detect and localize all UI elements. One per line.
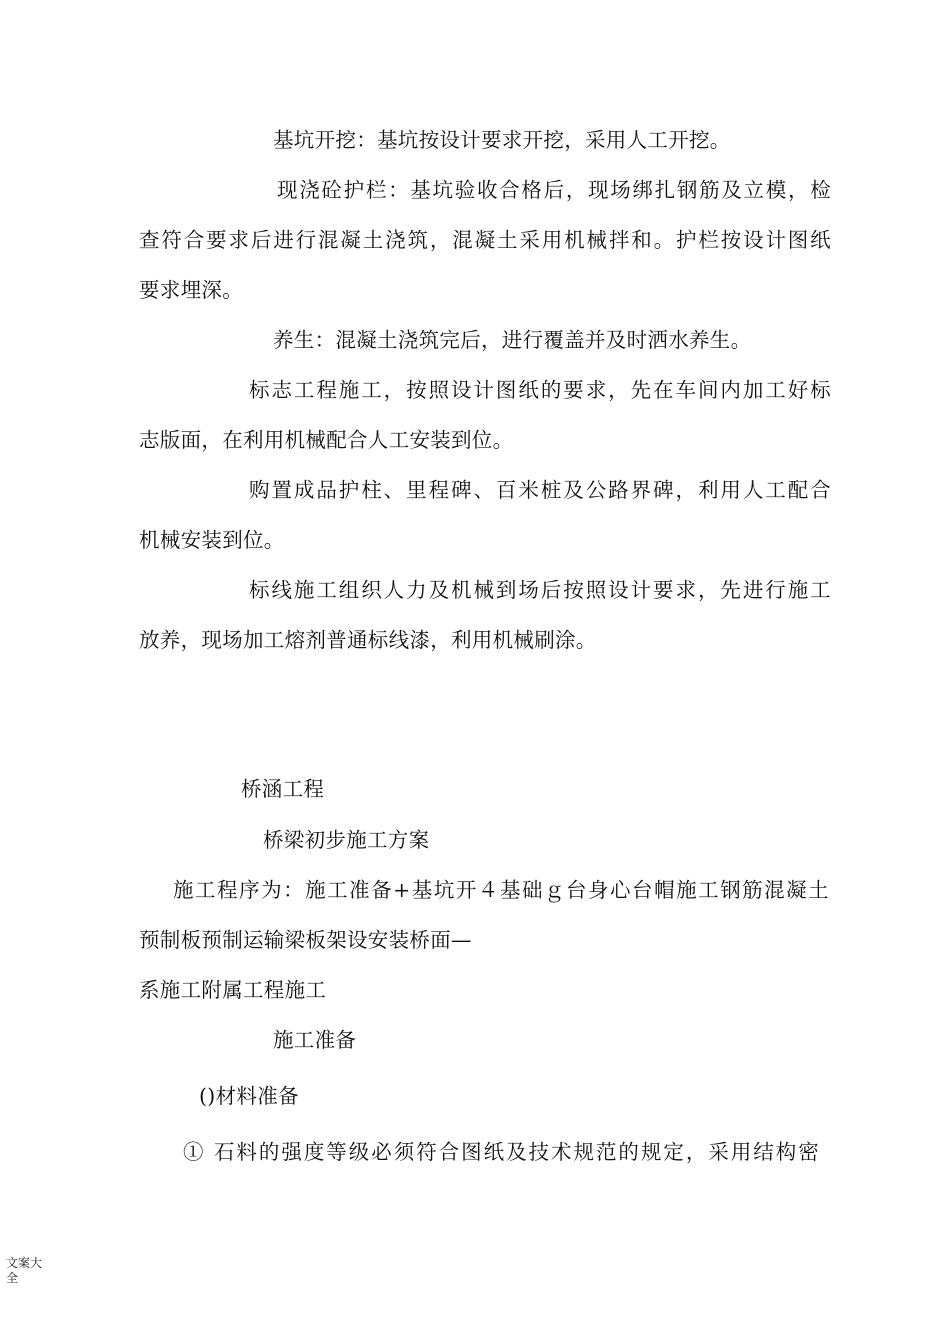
text-line: 养生：混凝土浇筑完后，进行覆盖并及时洒水养生。: [273, 328, 752, 352]
text-line: 购置成品护柱、里程碑、百米桩及公路界碑，利用人工配合: [249, 478, 831, 502]
section-heading: 施工准备: [273, 1028, 357, 1052]
footer-watermark: 文案大全: [6, 1256, 43, 1285]
text-line: 标志工程施工，按照设计图纸的要求，先在车间内加工好标: [249, 378, 831, 402]
section-heading: 桥梁初步施工方案: [263, 828, 430, 852]
section-heading: 桥涵工程: [241, 777, 325, 801]
text-line: 预制板预制运输梁板架设安装桥面—: [139, 928, 472, 952]
text-line: 基坑开挖：基坑按设计要求开挖，采用人工开挖。: [273, 128, 731, 152]
text-line: 标线施工组织人力及机械到场后按照设计要求，先进行施工: [249, 578, 831, 602]
text-line: 现浇砼护栏：基坑验收合格后，现场绑扎钢筋及立模，检: [277, 178, 831, 202]
sub-heading: ()材料准备: [199, 1084, 299, 1108]
text-line: 志版面，在利用机械配合人工安装到位。: [139, 428, 514, 452]
text-line: 系施工附属工程施工: [139, 978, 327, 1002]
text-line: 机械安装到位。: [139, 528, 285, 552]
text-line: 放养，现场加工熔剂普通标线漆，利用机械刷涂。: [139, 628, 597, 652]
text-line: 要求埋深。: [139, 278, 243, 302]
text-line: 查符合要求后进行混凝土浇筑，混凝土采用机械拌和。护栏按设计图纸: [139, 228, 831, 252]
text-line: 施工程序为：施工准备+基坑开４基础ｇ台身心台帽施工钢筋混凝土: [173, 878, 829, 902]
text-line: ① 石料的强度等级必须符合图纸及技术规范的规定，采用结构密: [183, 1140, 819, 1164]
